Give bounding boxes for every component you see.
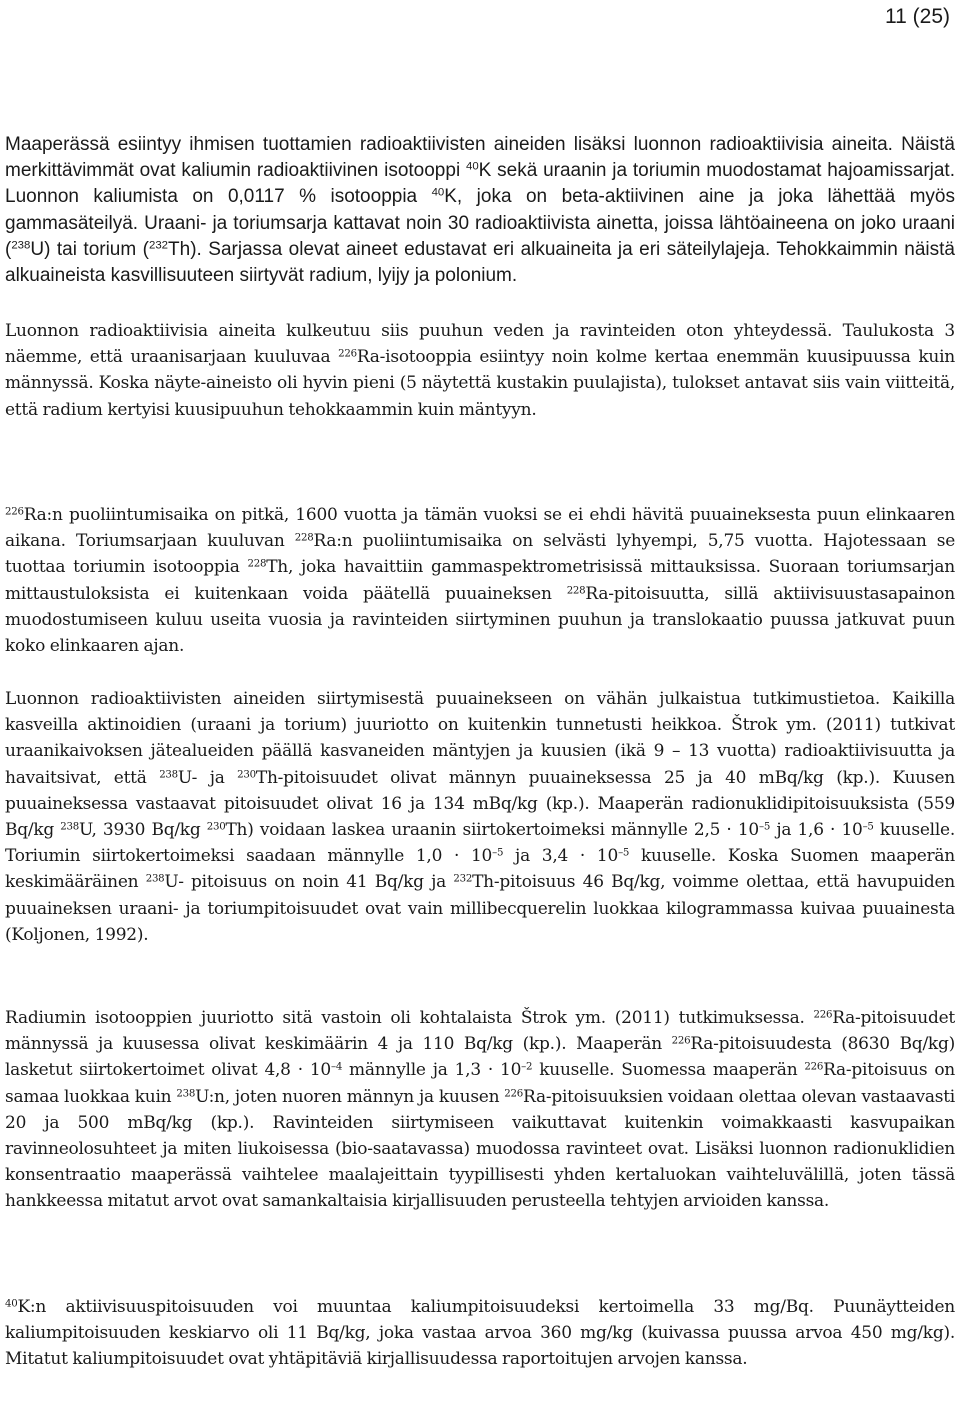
- paragraph-radium-uptake: [5, 318, 955, 423]
- paragraph-text: Th-pitoisuus 46 Bq/kg, voimme olettaa, että havupuiden puuaineksen uraani- ja toriumpitoisuudet ovat vain millibecquerelin luokkaa kilogrammassa kuivaa puuainesta (Koljonen, 1992).: [5, 872, 955, 945]
- paragraph-text: U, 3930 Bq/kg: [79, 820, 207, 841]
- superscript: 230: [237, 769, 256, 780]
- page-number: 11 (25): [885, 5, 950, 28]
- superscript: 40: [5, 1298, 18, 1310]
- superscript: –5: [492, 847, 504, 859]
- paragraph-text: K sekä uraanin ja toriumin muodostamat hajoamissarjat. Luonnon kaliumista on 0,0117 % isotooppia: [5, 160, 955, 208]
- superscript: 232: [149, 239, 169, 252]
- superscript: –4: [330, 1061, 343, 1073]
- paragraph-potassium: [5, 1294, 955, 1373]
- paragraph-text: Luonnon radioaktiivisia aineita kulkeutuu siis puuhun veden ja ravinteiden oton yhteydessä. Taulukosta 3 näemme, että uraanisarjaan kuuluvaa: [5, 321, 955, 368]
- paragraph-text: Ra-pitoisuuksien voidaan olettaa olevan vastaavasti 20 ja 500 mBq/kg (kp.). Ravinteiden siirtymiseen vaikuttavat kuitenkin voimakkaasti kasvupaikan ravinneolosuhteet ja miten liukoisessa (bio-saatavassa) muodossa ravinteet ovat. Lisäksi luonnon radionuklidien konsentraatio maaperässä vaihtelee maalajeittain tyypillisesti yhden kertaluokan vaihteluvälillä, joten tässä hankkeessa mitatut arvot ovat samankaltaisia kirjallisuuden perusteella tehtyjen arvioiden kanssa.: [5, 1086, 955, 1212]
- paragraph-text: Ra:n puoliintumisaika on pitkä, 1600 vuotta ja tämän vuoksi se ei ehdi hävitä puuaineksesta puun elinkaaren aikana. Toriumsarjaan kuuluvan: [5, 505, 955, 552]
- paragraph-text: K:n aktiivisuuspitoisuuden voi muuntaa kaliumpitoisuudeksi kertoimella 33 mg/Bq. Puunäytteiden kaliumpitoisuuden keskiarvo oli 11 Bq/kg, joka vastaa arvoa 360 mg/kg (kuivassa puussa arvoa 450 mg/kg). Mitatut kaliumpitoisuudet ovat yhtäpitäviä kirjallisuudessa raportoitujen arvojen kanssa.: [5, 1297, 955, 1370]
- superscript: –5: [862, 821, 874, 833]
- superscript: 238: [145, 873, 165, 885]
- paragraph-uranium-thorium-transfer: [5, 686, 955, 948]
- paragraph-text: Th-pitoisuudet olivat männyn puuaineksessa 25 ja 40 mBq/kg (kp.). Kuusen puuaineksessa vastaavat pitoisuudet olivat 16 ja 134 mBq/kg (kp.). Maaperän radionuklidipitoisuuksista (559 Bq/kg: [5, 767, 955, 841]
- paragraph-text: ja 1,6 · 10: [770, 820, 863, 841]
- paragraph-text: Maaperässä esiintyy ihmisen tuottamien radioaktiivisten aineiden lisäksi luonnon radioaktiivisia aineita. Näistä merkittävimmät ovat kaliumin radioaktiivinen isotooppi: [5, 134, 955, 182]
- superscript: 228: [566, 585, 586, 596]
- superscript: 232: [453, 873, 473, 885]
- paragraph-text: Ra-pitoisuudet männyssä ja kuusessa olivat keskimäärin 4 ja 110 Bq/kg (kp.). Maaperän: [5, 1008, 955, 1055]
- superscript: 226: [5, 506, 24, 518]
- superscript: 230: [206, 821, 226, 833]
- paragraph-text: U:n, joten nuoren männyn ja kuusen: [195, 1086, 505, 1107]
- superscript: –5: [618, 847, 630, 859]
- paragraph-text: Ra-pitoisuudesta (8630 Bq/kg) lasketut siirtokertoimet olivat 4,8 · 10: [5, 1034, 955, 1081]
- paragraph-text: Luonnon radioaktiivisten aineiden siirtymisestä puuainekseen on vähän julkaistua tutkimustietoa. Kaikilla kasveilla aktinoidien (uraani ja torium) juuriotto on kuitenkin tunnetusti heikkoa. Štrok ym. (2011) tutkivat uraanikaivoksen jätealueiden päällä kasvaneiden mäntyjen ja kuusien (ikä 9 – 13 vuotta) radioaktiivisuutta ja havaitsivat, että: [5, 689, 955, 788]
- superscript: 226: [338, 348, 357, 360]
- superscript: 238: [176, 1088, 196, 1099]
- superscript: 238: [159, 769, 178, 780]
- paragraph-text: Th). Sarjassa olevat aineet edustavat eri alkuaineita ja eri säteilylajeja. Tehokkaimmin näistä alkuaineista kasvillisuuteen siirtyvät radium, lyijy ja polonium.: [5, 238, 955, 287]
- superscript: 226: [504, 1088, 523, 1099]
- superscript: 226: [804, 1061, 824, 1073]
- paragraph-text: kuuselle. Suomessa maaperän: [532, 1060, 805, 1081]
- paragraph-text: Ra-isotooppia esiintyy noin kolme kertaa enemmän kuusipuussa kuin männyssä. Koska näyte-aineisto oli hyvin pieni (5 näytettä kustakin puulajista), tulokset antavat siis vain viitteitä, että radium kertyisi kuusipuuhun tehokkaammin kuin mäntyyn.: [5, 347, 955, 420]
- paragraph-text: Radiumin isotooppien juuriotto sitä vastoin oli kohtalaista Štrok ym. (2011) tutkimuksessa.: [5, 1008, 814, 1028]
- paragraph-text: K, joka on beta-aktiivinen aine ja joka lähettää myös gammasäteilyä. Uraani- ja toriumsarja kattavat noin 30 radioaktiivista ainetta, joissa lähtöaineena on joko uraani (: [5, 186, 955, 260]
- superscript: 238: [60, 821, 79, 833]
- paragraph-text: U- pitoisuus on noin 41 Bq/kg ja: [164, 872, 454, 893]
- superscript: 228: [294, 532, 314, 544]
- paragraph-radium-transfer: [5, 1005, 955, 1215]
- superscript: 40: [465, 160, 479, 173]
- paragraph-text: ja 3,4 · 10: [503, 846, 619, 867]
- superscript: 228: [247, 558, 267, 570]
- paragraph-text: Ra-pitoisuutta, sillä aktiivisuustasapainon muodostumiseen kuluu useita vuosia ja ravinteiden siirtyminen puuhun ja translokaatio puussa jatkuvat puun koko elinkaaren ajan.: [5, 583, 955, 657]
- superscript: 40: [431, 187, 445, 200]
- paragraph-text: männylle ja 1,3 · 10: [342, 1060, 522, 1081]
- superscript: 238: [11, 239, 31, 252]
- superscript: 226: [671, 1035, 691, 1047]
- paragraph-text: kuuselle. Koska Suomen maaperän keskimääräinen: [5, 846, 955, 893]
- paragraph-text: U- ja: [177, 767, 238, 788]
- superscript: –2: [521, 1061, 533, 1073]
- paragraph-text: Th) voidaan laskea uraanin siirtokertoimeksi männylle 2,5 · 10: [225, 820, 759, 841]
- paragraph-text: kuuselle. Toriumin siirtokertoimeksi saadaan männylle 1,0 · 10: [5, 820, 955, 867]
- paragraph-half-life: [5, 502, 955, 659]
- paragraph-text: Th, joka havaittiin gammaspektrometrisissä mittauksissa. Suoraan toriumsarjan mittaustuloksista ei kuitenkaan voida päätellä puuaineksen: [5, 557, 955, 604]
- superscript: –5: [758, 821, 771, 833]
- paragraph-text: Ra-pitoisuus on samaa luokkaa kuin: [5, 1060, 955, 1107]
- superscript: 226: [813, 1009, 833, 1021]
- paragraph-text: Ra:n puoliintumisaika on selvästi lyhyempi, 5,75 vuotta. Hajotessaan se tuottaa toriumin isotooppia: [5, 531, 956, 578]
- paragraph-text: U) tai torium (: [30, 238, 150, 260]
- paragraph-natural-radioactivity: [5, 132, 955, 289]
